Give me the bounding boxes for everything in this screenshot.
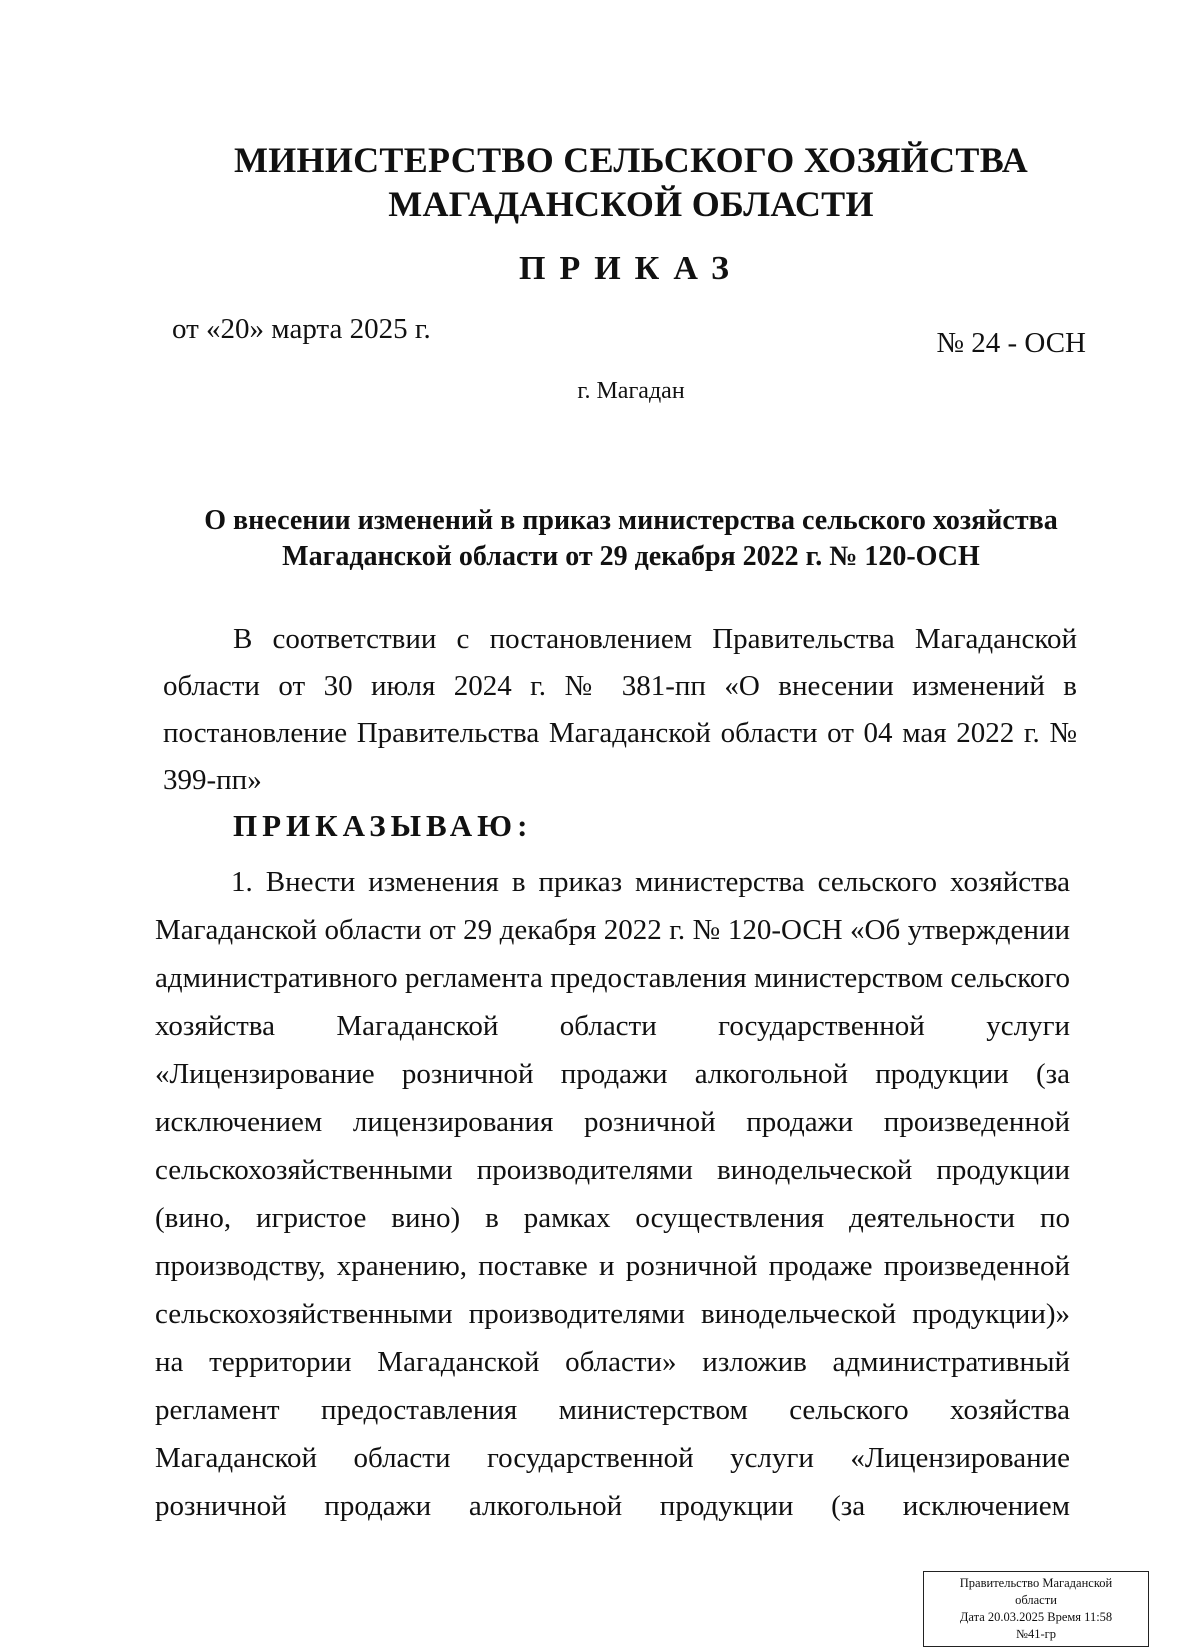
stamp-line-1: Правительство Магаданской: [959, 1576, 1113, 1590]
order-city: г. Магадан: [577, 378, 685, 404]
stamp-line-3: Дата 20.03.2025 Время 11:58: [959, 1610, 1113, 1624]
legal-basis-paragraph: В соответствии с постановлением Правительства Магаданской области от 30 июля 2024 г. № 381-пп «О внесении изменений в постановление Правительства Магаданской области от 04 мая 2022 г. № 399-пп»: [163, 623, 1077, 796]
document-type-title: ПРИКАЗ: [519, 250, 743, 287]
stamp-line-4: №41-гр: [1016, 1627, 1056, 1641]
ministry-line-1: МИНИСТЕРСТВО СЕЛЬСКОГО ХОЗЯЙСТВА: [233, 140, 1029, 180]
order-item-1-text: Магаданской области от 29 декабря 2022 г. № 120-ОСН «Об утверждении административного регламента предоставления министерством сельского хозяйства Магаданской области государственной услуги «Лицензирование розничной продажи алкогольной продукции (за исключением лицензирования розничной продажи произведенной сельскохозяйственными производителями винодельческой продукции (вино, игристое вино) в рамках осуществления деятельности по производству, хранению, поставке и розничной продаже произведенной сельскохозяйственными производителями винодельческой продукции)» на территории Магаданской области» изложив административный регламент предоставления министерством сельского хозяйства Магаданской области государственной услуги «Лицензирование розничной продажи алкогольной продукции (за исключением: [155, 914, 1070, 1522]
command-heading: ПРИКАЗЫВАЮ:: [233, 808, 533, 843]
stamp-line-2: области: [1015, 1593, 1057, 1607]
order-subject: [150, 503, 1112, 575]
registration-stamp: [923, 1571, 1149, 1647]
ministry-line-2: МАГАДАНСКОЙ ОБЛАСТИ: [388, 184, 874, 224]
subject-line-2: Магаданской области от 29 декабря 2022 г. № 120-ОСН: [282, 541, 980, 572]
order-number: № 24 - ОСН: [936, 327, 1086, 359]
order-item-1: [155, 858, 1070, 1530]
order-item-1-first-line: 1. Внести изменения в приказ министерства сельского хозяйства: [231, 866, 1070, 898]
subject-line-1: О внесении изменений в приказ министерства сельского хозяйства: [204, 505, 1058, 536]
ministry-heading: [0, 138, 1200, 226]
order-date: от «20» марта 2025 г.: [172, 313, 431, 345]
